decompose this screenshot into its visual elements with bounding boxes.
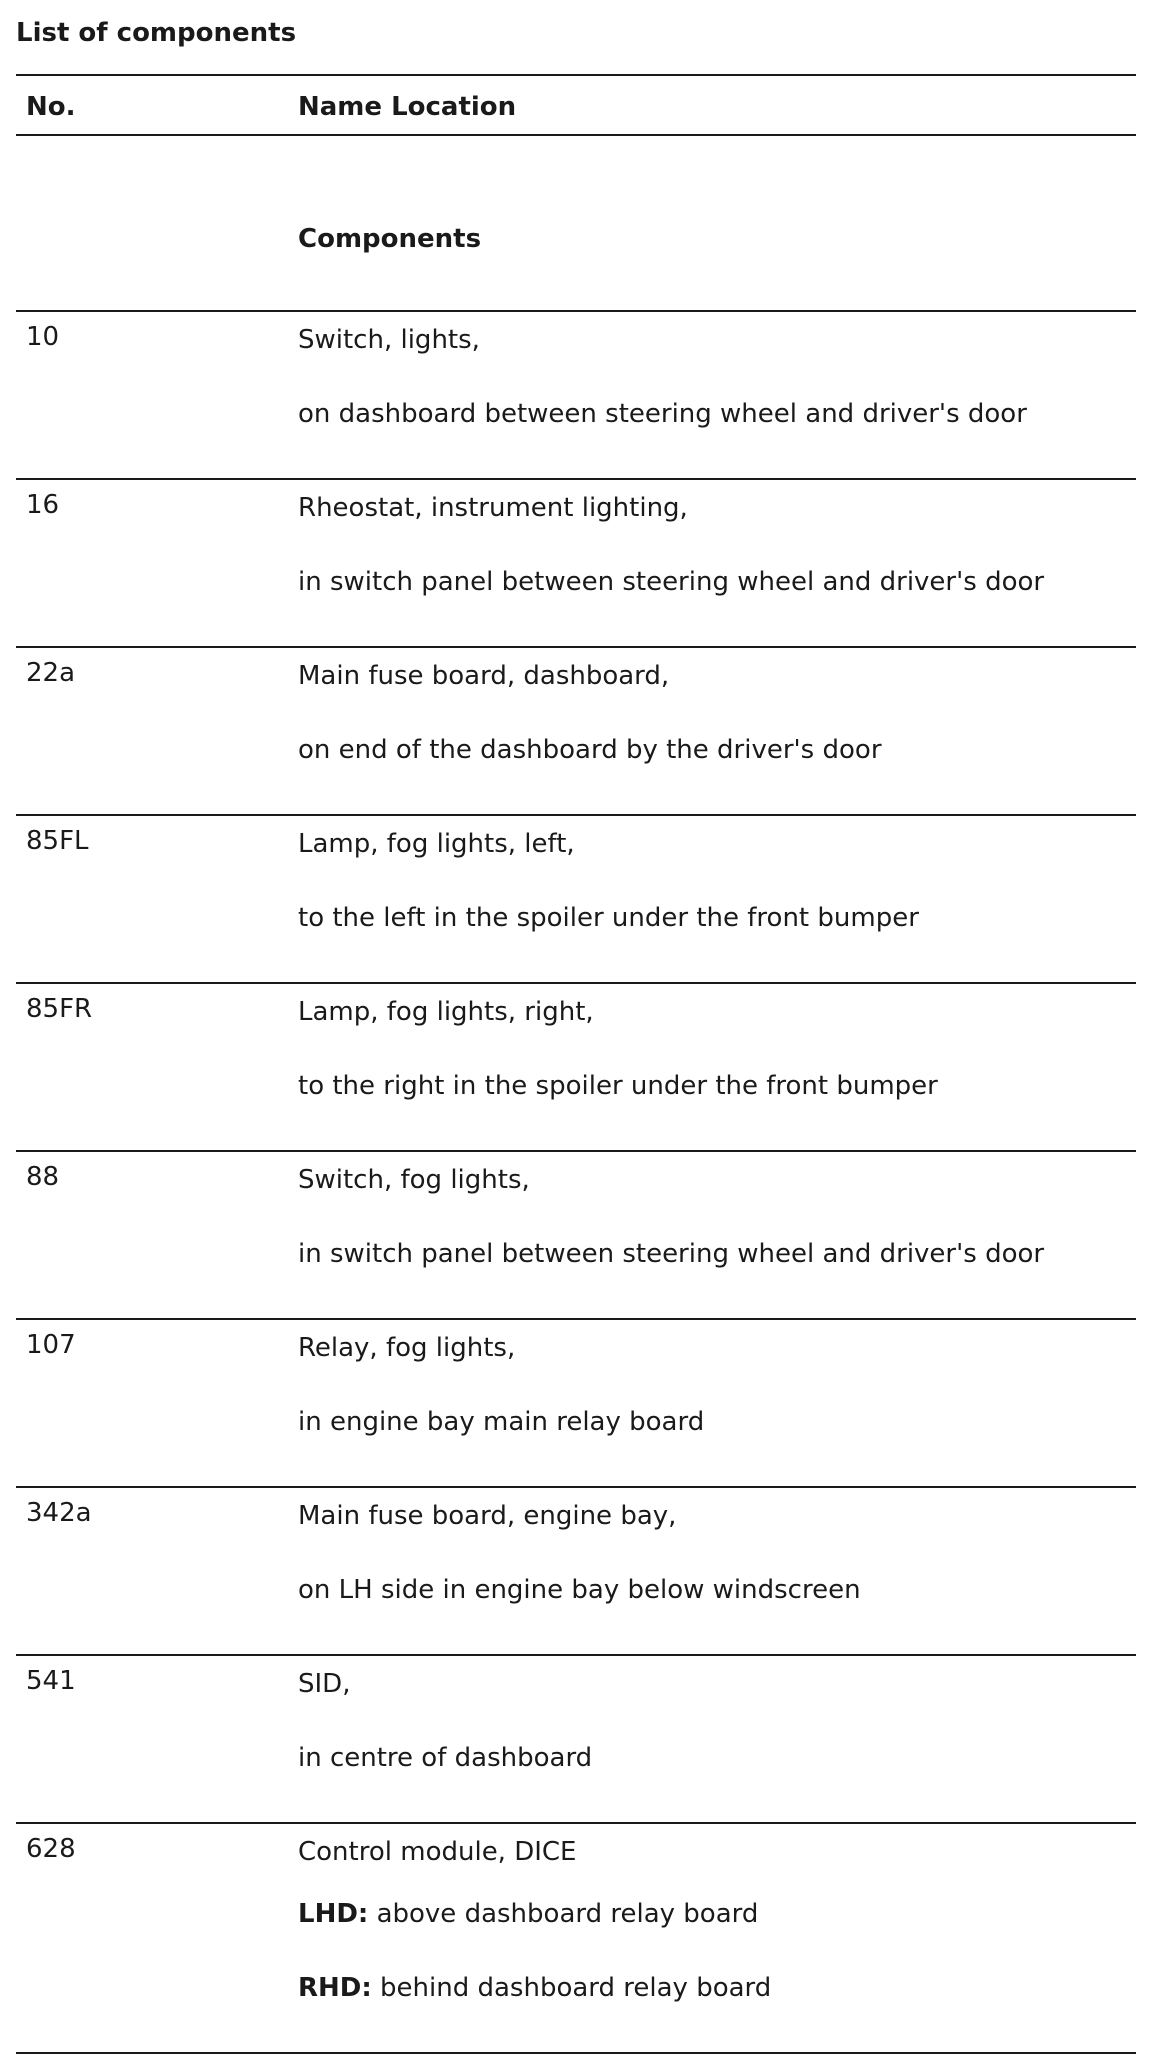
component-details — [298, 1666, 592, 1776]
component-location: in switch panel between steering wheel and driver's door — [298, 567, 1045, 597]
section-label: Components — [298, 224, 482, 254]
component-name: Control module, DICE — [298, 1837, 577, 1867]
page-title: List of components — [16, 18, 297, 48]
header-no: No. — [26, 92, 76, 122]
components-table — [16, 74, 1136, 2054]
component-number: 10 — [26, 322, 60, 352]
component-number: 342a — [26, 1498, 92, 1528]
component-details — [298, 1498, 861, 1608]
table-row — [16, 1320, 1136, 1486]
component-location: on LH side in engine bay below windscreen — [298, 1575, 861, 1605]
component-location: on dashboard between steering wheel and driver's door — [298, 399, 1027, 429]
component-number: 88 — [26, 1162, 60, 1192]
header-name-location: Name Location — [298, 92, 517, 122]
component-name: Lamp, fog lights, right, — [298, 997, 594, 1027]
table-row — [16, 1152, 1136, 1318]
rhd-label: RHD: — [298, 1973, 372, 2003]
component-name: Switch, lights, — [298, 325, 480, 355]
component-details — [298, 1834, 771, 2006]
component-number: 22a — [26, 658, 76, 688]
component-details — [298, 994, 938, 1104]
lhd-label: LHD: — [298, 1899, 369, 1929]
table-row — [16, 1488, 1136, 1654]
section-row — [16, 136, 1136, 310]
component-number: 541 — [26, 1666, 76, 1696]
component-name: Rheostat, instrument lighting, — [298, 493, 688, 523]
component-location: in switch panel between steering wheel and driver's door — [298, 1239, 1045, 1269]
component-details — [298, 826, 919, 936]
component-details — [298, 322, 1027, 432]
component-number: 628 — [26, 1834, 76, 1864]
table-row — [16, 648, 1136, 814]
component-name: Switch, fog lights, — [298, 1165, 530, 1195]
component-details — [298, 1330, 704, 1440]
component-location: in centre of dashboard — [298, 1743, 593, 1773]
table-row — [16, 1824, 1136, 2052]
table-header-row — [16, 76, 1136, 134]
lhd-location — [298, 1896, 771, 1932]
component-name: Relay, fog lights, — [298, 1333, 516, 1363]
component-name: Main fuse board, engine bay, — [298, 1501, 677, 1531]
component-details — [298, 658, 882, 768]
component-location: to the right in the spoiler under the front bumper — [298, 1071, 938, 1101]
rhd-location-text: behind dashboard relay board — [371, 1973, 772, 2003]
component-number: 85FR — [26, 994, 93, 1024]
lhd-location-text: above dashboard relay board — [368, 1899, 759, 1929]
component-details — [298, 490, 1044, 600]
component-details — [298, 1162, 1044, 1272]
component-number: 85FL — [26, 826, 89, 856]
table-row — [16, 1656, 1136, 1822]
component-name: Main fuse board, dashboard, — [298, 661, 670, 691]
component-name: SID, — [298, 1669, 351, 1699]
component-number: 16 — [26, 490, 60, 520]
component-number: 107 — [26, 1330, 76, 1360]
rhd-location — [298, 1970, 771, 2006]
table-row — [16, 984, 1136, 1150]
table-row — [16, 480, 1136, 646]
table-row — [16, 816, 1136, 982]
table-row — [16, 312, 1136, 478]
component-location: on end of the dashboard by the driver's door — [298, 735, 882, 765]
component-location: in engine bay main relay board — [298, 1407, 705, 1437]
component-name: Lamp, fog lights, left, — [298, 829, 575, 859]
component-location: to the left in the spoiler under the front bumper — [298, 903, 919, 933]
